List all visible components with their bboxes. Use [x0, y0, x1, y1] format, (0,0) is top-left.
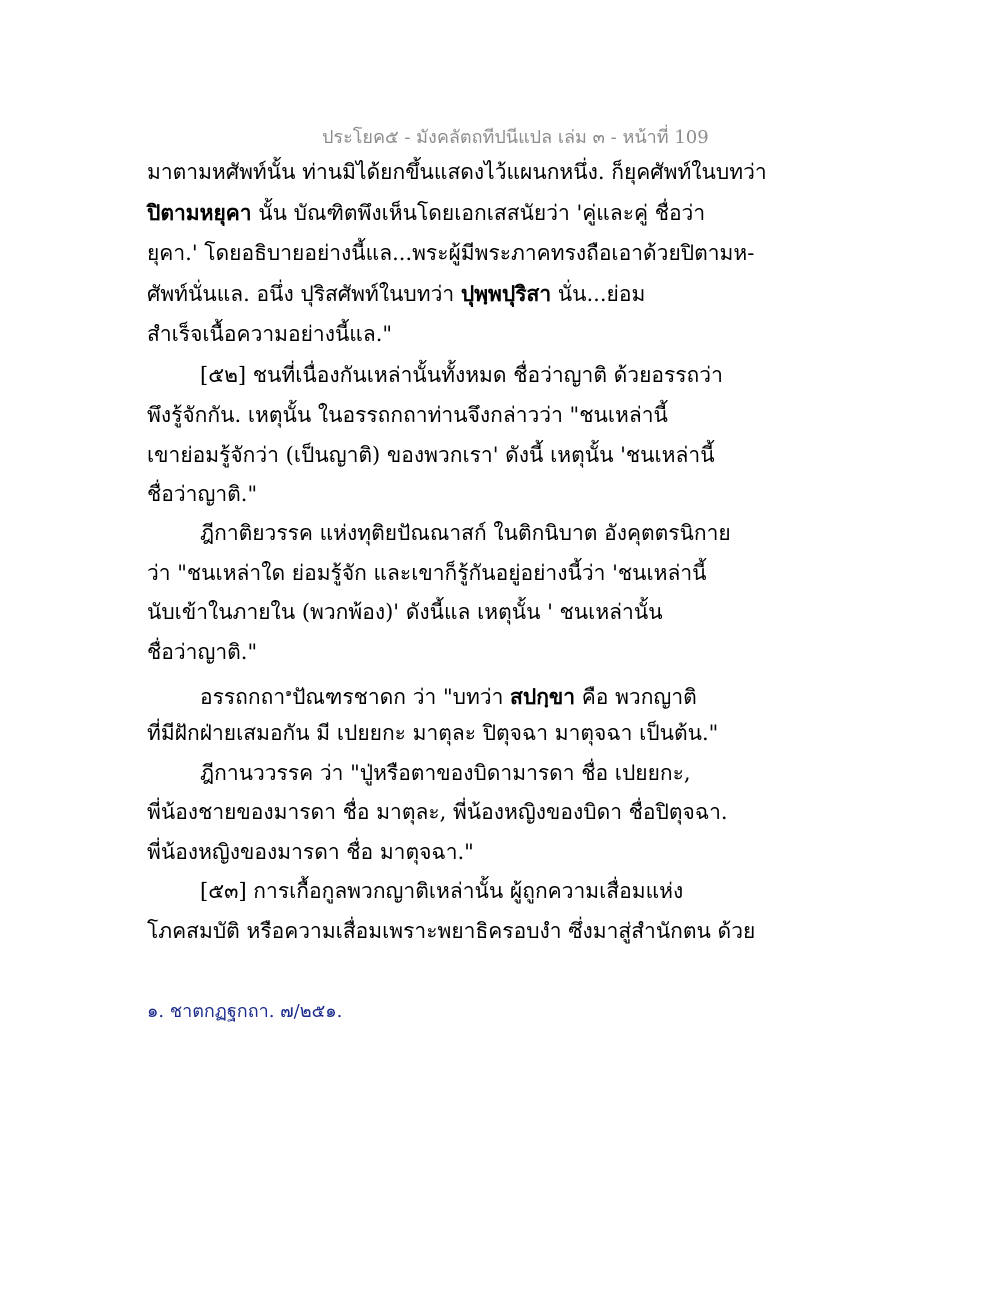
text-run: ชื่อว่าญาติ." — [147, 640, 258, 664]
text-line — [200, 518, 731, 548]
text-line — [147, 558, 707, 588]
text-run: ปัณฑรชาดก ว่า "บทว่า — [292, 685, 511, 709]
text-line — [147, 597, 663, 627]
text-run: พึงรู้จักกัน. เหตุนั้น ในอรรถกถาท่านจึงกล่าวว่า "ชนเหล่านี้ — [147, 403, 668, 427]
text-line — [147, 479, 257, 509]
text-line — [147, 400, 668, 430]
text-line — [147, 198, 705, 228]
text-line — [147, 916, 755, 946]
bold-term: ปิตามหยุคา — [147, 200, 252, 225]
text-line — [147, 797, 728, 827]
bold-term: สปกฺขา — [510, 684, 576, 709]
text-line — [147, 637, 257, 667]
text-run: [๕๒] ชนที่เนื่องกันเหล่านั้นทั้งหมด ชื่อว่าญาติ ด้วยอรรถว่า — [200, 363, 723, 387]
text-run: ยุคา.' โดยอธิบายอย่างนี้แล...พระผู้มีพระภาคทรงถือเอาด้วยปิตามห- — [147, 241, 755, 265]
text-line — [147, 279, 645, 309]
text-run: นั่น...ย่อม — [551, 282, 646, 306]
text-line — [147, 718, 718, 748]
text-line — [200, 678, 697, 712]
text-line — [147, 157, 767, 187]
text-run: ชื่อว่าญาติ." — [147, 482, 258, 506]
text-run: มาตามหศัพท์นั้น ท่านมิได้ยกขึ้นแสดงไว้แผนกหนึ่ง. ก็ยุคศัพท์ในบทว่า — [147, 160, 767, 184]
text-run: อรรถกถา — [200, 685, 286, 709]
text-line — [200, 758, 691, 788]
text-run: ฎีกาติยวรรค แห่งทุติยปัณณาสก์ ในติกนิบาต อังคุตตรนิกาย — [200, 521, 731, 545]
page-header: ประโยค๕ - มังคลัตถทีปนีแปล เล่ม ๓ - หน้าที่ 109 — [322, 127, 709, 148]
text-run: ฎีกานววรรค ว่า "ปู่หรือตาของบิดามารดา ชื่อ เปยยกะ, — [200, 761, 691, 785]
bold-term: ปุพฺพปุริสา — [460, 281, 552, 306]
text-run: ที่มีฝักฝ่ายเสมอกัน มี เปยยกะ มาตุละ ปิตุจฉา มาตุจฉา เป็นต้น." — [147, 721, 719, 745]
text-run: สำเร็จเนื้อความอย่างนี้แล." — [147, 322, 393, 346]
text-line — [200, 876, 683, 906]
footnote-marker: ๑ — [285, 686, 293, 699]
text-run: นั้น บัณฑิตพึงเห็นโดยเอกเสสนัยว่า 'คู่และคู่ ชื่อว่า — [251, 201, 706, 225]
text-run: คือ พวกญาติ — [575, 685, 697, 709]
text-run: เขาย่อมรู้จักว่า (เป็นญาติ) ของพวกเรา' ดังนี้ เหตุนั้น 'ชนเหล่านี้ — [147, 443, 715, 467]
text-run: นับเข้าในภายใน (พวกพ้อง)' ดังนี้แล เหตุนั้น ' ชนเหล่านั้น — [147, 600, 663, 624]
text-run: พี่น้องชายของมารดา ชื่อ มาตุละ, พี่น้องหญิงของบิดา ชื่อปิตุจฉา. — [147, 800, 728, 824]
text-run: โภคสมบัติ หรือความเสื่อมเพราะพยาธิครอบงำ ซึ่งมาสู่สำนักตน ด้วย — [147, 919, 756, 943]
text-run: ว่า "ชนเหล่าใด ย่อมรู้จัก และเขาก็รู้กันอยู่อย่างนี้ว่า 'ชนเหล่านี้ — [147, 561, 707, 585]
text-line — [147, 440, 715, 470]
text-line — [147, 319, 392, 349]
text-run: พี่น้องหญิงของมารดา ชื่อ มาตุจฉา." — [147, 840, 474, 864]
text-run: ศัพท์นั่นแล. อนึ่ง ปุริสศัพท์ในบทว่า — [147, 282, 461, 306]
text-line — [147, 238, 754, 268]
text-line — [147, 837, 474, 867]
text-line — [200, 360, 723, 390]
text-run: [๕๓] การเกื้อกูลพวกญาติเหล่านั้น ผู้ถูกความเสื่อมแห่ง — [200, 879, 684, 903]
footnote: ๑. ชาตกฏฐกถา. ๗/๒๕๑. — [147, 1001, 343, 1022]
